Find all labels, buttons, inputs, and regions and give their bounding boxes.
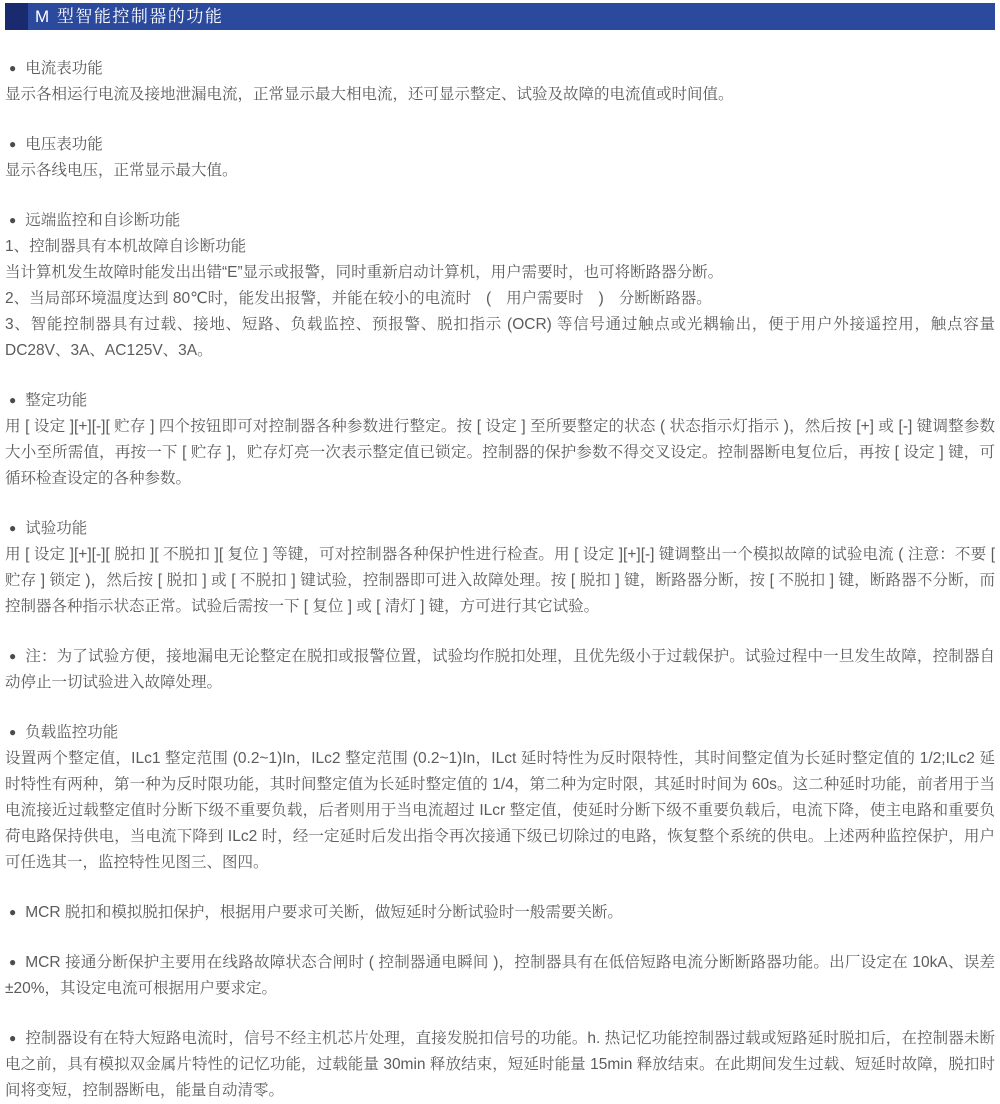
bulleted-paragraph: ● MCR 接通分断保护主要用在线路故障状态合闸时 ( 控制器通电瞬间 )，控制器具有在低倍短路电流分断断路器功能。出厂设定在 10kA、误差 ±20%，其设定电流可根据用户要求定。 — [5, 949, 995, 1002]
section-heading — [5, 131, 995, 158]
bullet-icon: ● — [9, 137, 17, 151]
section — [5, 387, 995, 492]
section-title: 电流表功能 — [25, 60, 103, 77]
paragraph: 用 [ 设定 ][+][-][ 贮存 ] 四个按钮即可对控制器各种参数进行整定。按 [ 设定 ] 至所要整定的状态 ( 状态指示灯指示 )，然后按 [+] 或 [-] 键调整参数大小至所需值，再按一下 [ 贮存 ]，贮存灯亮一次表示整定值已锁定。控制器的保护参数不得交叉设定。控制器断电复位后，再按 [ 设定 ] 键，可循环检查设定的各种参数。 — [5, 418, 995, 487]
bullet-icon: ● — [9, 955, 17, 969]
paragraph: 1、控制器具有本机故障自诊断功能 — [5, 238, 247, 255]
section-title: 电压表功能 — [25, 136, 103, 153]
paragraph: 用 [ 设定 ][+][-][ 脱扣 ][ 不脱扣 ][ 复位 ] 等键，可对控制器各种保护性进行检查。用 [ 设定 ][+][-] 键调整出一个模拟故障的试验电流 ( 注意：不要 [ 贮存 ] 锁定 )，然后按 [ 脱扣 ] 或 [ 不脱扣 ] 键试验，控制器即可进入故障处理。按 [ 脱扣 ] 键，断路器分断，按 [ 不脱扣 ] 键，断路器不分断，而控制器各种指示状态正常。试验后需按一下 [ 复位 ] 或 [ 清灯 ] 键，方可进行其它试验。 — [5, 546, 995, 615]
paragraph: 设置两个整定值，ILc1 整定范围 (0.2~1)In，ILc2 整定范围 (0.2~1)In，ILct 延时特性为反时限特性，其时间整定值为长延时整定值的 1/2;ILc2 延时特性有两种，第一种为反时限功能，其时间整定值为长延时整定值的 1/4，第二种为定时限，其延时时间为 60s。这二种延时功能，前者用于当电流接近过载整定值时分断下级不重要负载，后者则用于当电流超过 ILcr 整定值，使延时分断下级不重要负载后，电流下降，使主电路和重要负荷电路保持供电，当电流下降到 ILc2 时，经一定延时后发出指令再次接通下级已切除过的电路，恢复整个系统的供电。上述两种监控保护，用户可任选其一，监控特性见图三、图四。 — [5, 750, 995, 871]
section — [5, 949, 995, 1002]
section — [5, 1025, 995, 1104]
page — [0, 3, 1000, 1104]
section-title: 试验功能 — [25, 520, 88, 537]
bulleted-paragraph: ● 注：为了试验方便，接地漏电无论整定在脱扣或报警位置，试验均作脱扣处理，且优先级小于过载保护。试验过程中一旦发生故障，控制器自动停止一切试验进入故障处理。 — [5, 643, 995, 696]
paragraph: 显示各相运行电流及接地泄漏电流，正常显示最大相电流，还可显示整定、试验及故障的电流值或时间值。 — [5, 86, 734, 103]
section — [5, 515, 995, 620]
bullet-icon: ● — [9, 521, 17, 535]
content — [5, 30, 995, 1104]
bulleted-paragraph: ● 控制器设有在特大短路电流时，信号不经主机芯片处理，直接发脱扣信号的功能。h. 热记忆功能控制器过载或短路延时脱扣后，在控制器未断电之前，具有模拟双金属片特性的记忆功能，过载能量 30min 释放结束，短延时能量 15min 释放结束。在此期间发生过载、短延时故障，脱扣时间将变短，控制器断电，能量自动清零。 — [5, 1025, 995, 1104]
section — [5, 719, 995, 876]
header-accent-block — [5, 3, 28, 30]
paragraph: 当计算机发生故障时能发出出错“E”显示或报警，同时重新启动计算机，用户需要时，也可将断路器分断。 — [5, 264, 724, 281]
bullet-icon: ● — [9, 61, 17, 75]
section-heading — [5, 207, 995, 234]
section-title-bar — [5, 3, 995, 30]
paragraph: 显示各线电压，正常显示最大值。 — [5, 162, 238, 179]
bullet-icon: ● — [9, 1031, 17, 1045]
section — [5, 55, 995, 108]
bullet-icon: ● — [9, 213, 17, 227]
paragraph: 3、智能控制器具有过载、接地、短路、负载监控、预报警、脱扣指示 (OCR) 等信号通过触点或光耦输出，便于用户外接遥控用，触点容量 DC28V、3A、AC125V、3A。 — [5, 316, 995, 359]
section-heading — [5, 719, 995, 746]
section — [5, 643, 995, 696]
bullet-icon: ● — [9, 725, 17, 739]
section-title: 整定功能 — [25, 392, 88, 409]
bullet-icon: ● — [9, 393, 17, 407]
section — [5, 207, 995, 364]
section — [5, 131, 995, 184]
bullet-icon: ● — [9, 649, 17, 663]
section-heading — [5, 387, 995, 414]
paragraph: 2、当局部环境温度达到 80℃时，能发出报警，并能在较小的电流时ﾠ(ﾠ用户需要时ﾠ)ﾠ分断断路器。 — [5, 290, 712, 307]
section-title: 远端监控和自诊断功能 — [25, 212, 181, 229]
section — [5, 899, 995, 926]
bulleted-paragraph: ● MCR 脱扣和模拟脱扣保护，根据用户要求可关断，做短延时分断试验时一般需要关断。 — [5, 899, 995, 926]
section-heading — [5, 55, 995, 82]
bullet-icon: ● — [9, 905, 17, 919]
section-heading — [5, 515, 995, 542]
section-title: 负载监控功能 — [25, 724, 119, 741]
page-title: M 型智能控制器的功能 — [35, 7, 224, 26]
